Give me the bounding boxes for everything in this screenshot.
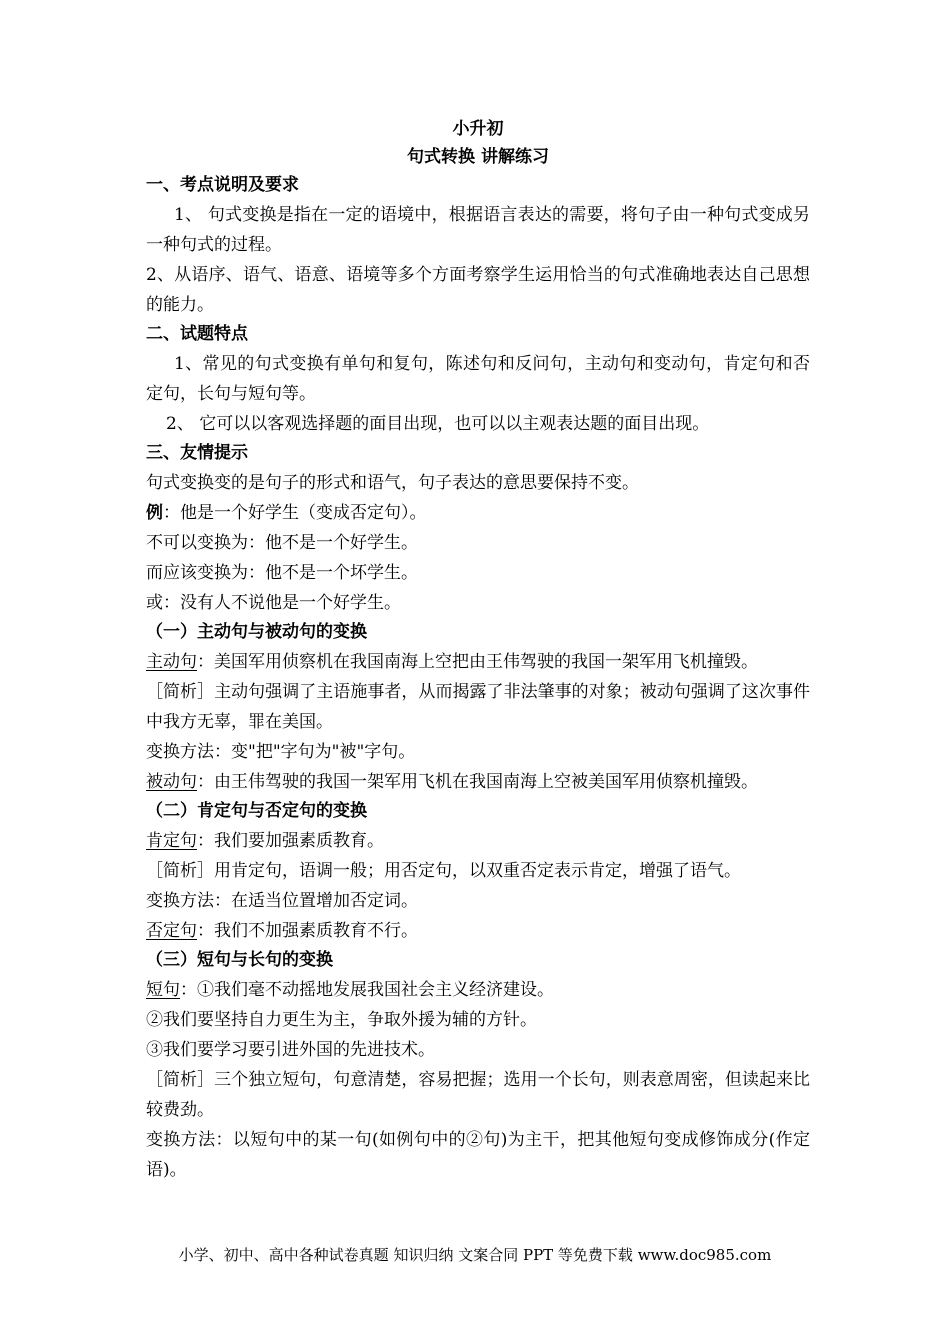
method: 变换方法：以短句中的某一句(如例句中的②句)为主干，把其他短句变成修饰成分(作定语)。 [146,1130,810,1180]
section-heading-1: 一、考点说明及要求 [146,175,299,195]
short-text-2: ②我们要坚持自力更生为主，争取外援为辅的方针。 [146,1010,537,1030]
analysis: ［简析］三个独立短句，句意清楚，容易把握；选用一个长句，则表意周密，但读起来比较费劲。 [146,1070,810,1120]
negative-sentence [146,916,810,946]
short-label: 短句 [146,980,180,1000]
negative-label: 否定句 [146,921,197,941]
paragraph: 1、常见的句式变换有单句和复句，陈述句和反问句，主动句和变动句，肯定句和否定句，长句与短句等。 [146,354,810,404]
title-line-2: 句式转换 讲解练习 [407,147,549,167]
analysis: ［简析］用肯定句，语调一般；用否定句，以双重否定表示肯定，增强了语气。 [146,861,741,881]
analysis: ［简析］主动句强调了主语施事者，从而揭露了非法肇事的对象；被动句强调了这次事件中我方无辜，罪在美国。 [146,682,810,732]
paragraph: 而应该变换为：他不是一个坏学生。 [146,563,418,583]
page-footer: 小学、初中、高中各种试卷真题 知识归纳 文案合同 PPT 等免费下载 www.doc985.com [178,1246,772,1264]
short-text-3: ③我们要学习要引进外国的先进技术。 [146,1040,435,1060]
method: 变换方法：在适当位置增加否定词。 [146,891,418,911]
example-text: ：他是一个好学生（变成否定句）。 [163,503,427,523]
method: 变换方法：变"把"字句为"被"字句。 [146,742,416,762]
paragraph: 不可以变换为：他不是一个好学生。 [146,533,418,553]
passive-label: 被动句 [146,772,197,792]
section-heading-3: 三、友情提示 [146,443,248,463]
paragraph: 2、 它可以以客观选择题的面目出现，也可以以主观表达题的面目出现。 [166,414,710,434]
part-heading-3: （三）短句与长句的变换 [146,950,333,970]
affirmative-sentence [146,826,810,856]
paragraph: 句式变换变的是句子的形式和语气，句子表达的意思要保持不变。 [146,473,639,493]
document-body [146,115,810,1185]
paragraph: 1、 句式变换是指在一定的语境中，根据语言表达的需要，将句子由一种句式变成另一种句式的过程。 [146,205,810,255]
example-label: 例 [146,503,163,523]
title-line-1: 小升初 [452,119,504,139]
paragraph: 2、从语序、语气、语意、语境等多个方面考察学生运用恰当的句式准确地表达自己思想的能力。 [146,265,810,315]
part-heading-2: （二）肯定句与否定句的变换 [146,801,367,821]
short-text-1: ：①我们毫不动摇地发展我国社会主义经济建设。 [180,980,554,1000]
short-sentence [146,975,810,1005]
part-heading-1: （一）主动句与被动句的变换 [146,622,367,642]
example-line [146,498,810,528]
active-text: ：美国军用侦察机在我国南海上空把由王伟驾驶的我国一架军用飞机撞毁。 [197,652,758,672]
paragraph: 或：没有人不说他是一个好学生。 [146,593,401,613]
active-label: 主动句 [146,652,197,672]
section-heading-2: 二、试题特点 [146,324,248,344]
passive-sentence [146,767,810,797]
passive-text: ：由王伟驾驶的我国一架军用飞机在我国南海上空被美国军用侦察机撞毁。 [197,772,758,792]
affirmative-text: ：我们要加强素质教育。 [197,831,384,851]
negative-text: ：我们不加强素质教育不行。 [197,921,418,941]
affirmative-label: 肯定句 [146,831,197,851]
active-sentence [146,647,810,677]
